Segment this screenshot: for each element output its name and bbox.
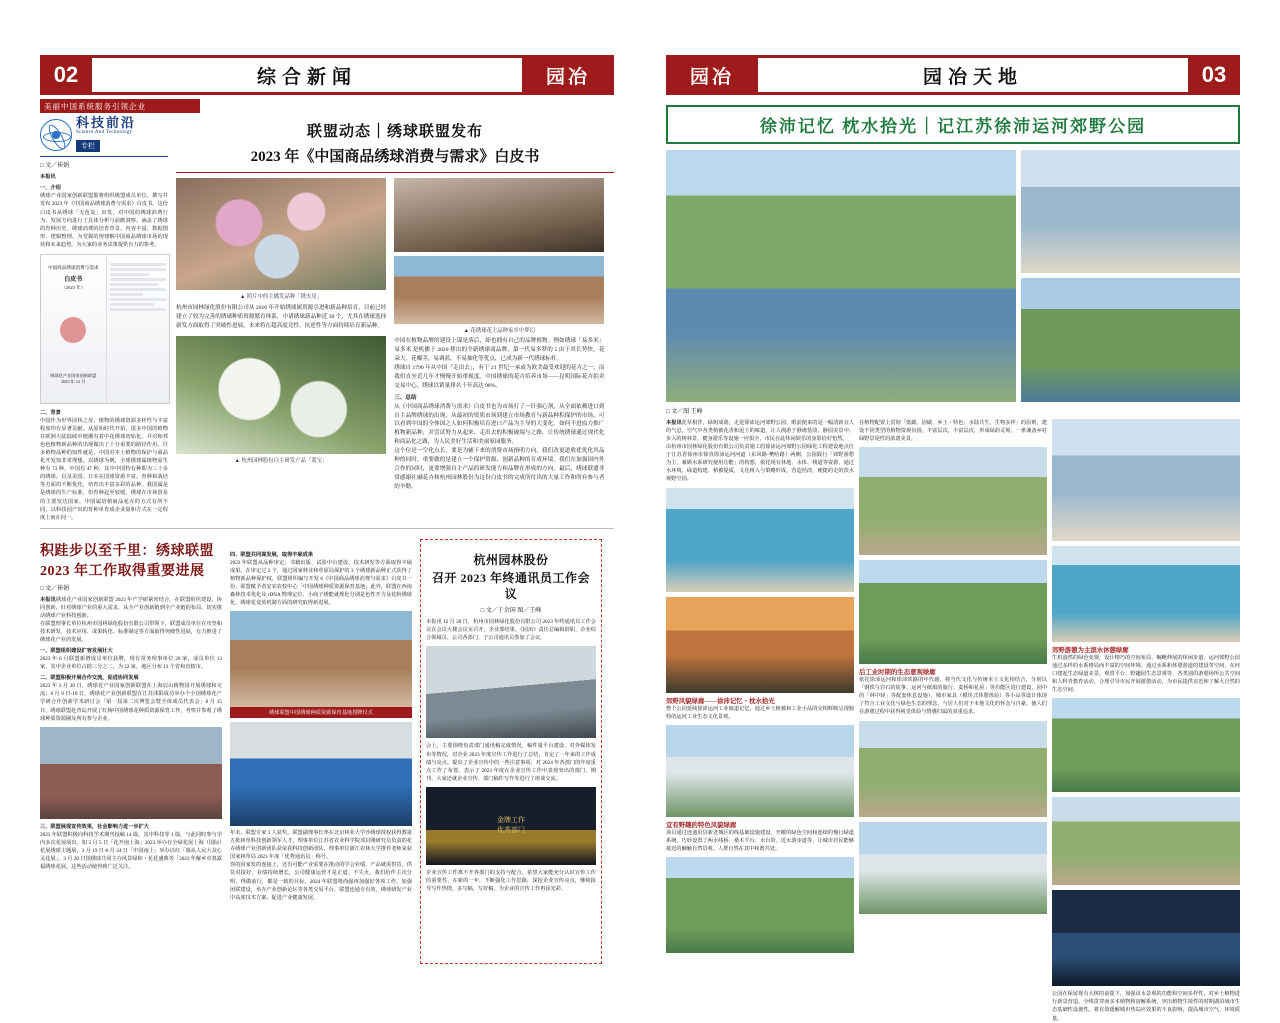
- bottom-left-h1: 一、联盟组织建设扩容发展壮大: [40, 648, 113, 655]
- photo-awards-stage: 金牌工作 优秀部门: [426, 787, 596, 865]
- left-col-2-3: [176, 113, 614, 522]
- photo-hydrangea-varieties: [230, 611, 412, 707]
- science-column-title: 科技前沿: [76, 115, 137, 130]
- photo-colorful-arch: [1052, 419, 1240, 541]
- bottom-left-byline: □ 文／崔娟: [40, 585, 70, 592]
- right-masthead-logo: 园冶: [666, 58, 758, 92]
- right-t1: 整个公园延续徐沛运河工业廊道记忆，通过乡土植被和工业小品的交相辉映呈现独特的运河工业生态文化景观。: [666, 705, 854, 720]
- bottom-left-source: 本报讯: [40, 596, 56, 603]
- headline-rule: [176, 172, 614, 173]
- boxed-p1: 会上，主要围绕负责部门通讯稿完成情况、稿件量平台建设、对外媒体发布等情况，对企业 2023 年度宣传工作进行了总结，肯定了一年来的工作成绩与亮点。提出了企业宣传中的一些注意事项；对 2024 年各部门的年度重点工作了布置。表示了 2023 年度在企业宣传工作中表现突出的部门、期刊，大家还就企业宣传、部门稿件写作等进行了座谈交流。: [426, 743, 596, 782]
- source-label: 本报讯: [40, 174, 56, 181]
- hero-photo-row: [666, 150, 1240, 402]
- left-col-2: [176, 178, 386, 492]
- right-source: 本报讯: [666, 420, 682, 426]
- subhead-1: 郊野风貌绿廊——徐沛记忆・枕水拾光: [666, 697, 775, 705]
- photo-lake-view: [1052, 698, 1240, 792]
- bottom-left-b2: 2023 年 3 月 30 日，绣球花产业国家创新联盟在上海辰山植物园开展绣球和交流；6 月 9 日-10 日，绣球花产业创新联盟在江苏沭阳成功举办个全国绣球花产学研合作创新学术研讨会「第一届第二次博览会暨全体成员代表会」8 月 15 日，绣球联盟赴青岛开展了红梅中国绣球花种质资源保育工作，考察并参观了绣球种质资源圃及所有参与企业。: [40, 683, 222, 722]
- section3-title: 三、总结: [394, 394, 417, 401]
- photo-waterfront-path: [666, 488, 854, 592]
- photo-stone-path: [859, 447, 1047, 555]
- bottom-mid-p3: 你的因家发的连接上，还有可能产业需要在推动的学会业绩，产品就需供货，供货对接好，业绩持续增长，公司健康运营才是正道。不失火，我们给作主次分明，得做前行，都是一致的目标，2024 年联盟将尚强再加强好各项工作，加强团联建设，举办产业创新论坛等各类交易平台，联盟连通专有效，绣球研发产业中高度技术方案，促进产业健康发展。: [230, 862, 412, 901]
- bottom-left-h2: 二、联盟积极开展合作交流，促进协同发展: [40, 675, 139, 682]
- right-page: [640, 0, 1280, 1022]
- subhead-3: 后工业时期的生态意观绿廊: [859, 669, 936, 677]
- photo-caption-2: ▲ 杭州园林股份白主研发产品「蓝宝」: [234, 457, 328, 464]
- bottom-left-title: 积跬步以至千里：绣球联盟 2023 年工作取得重要进展: [40, 543, 214, 579]
- photo-flower-market: [176, 178, 386, 290]
- photo-exhibition-hall: [394, 178, 604, 252]
- byline-top: □ 文／崔娟: [40, 163, 70, 170]
- boxed-p2: 企业宣传工作离不开各部门的支持与配合，希望大家能充分认识宣传工作的重要性，在新的一年，不断强化工作思路，深挖企业宣传亮点，继续报导写作热情，多写稿，写好稿，为企业的宣传工作再添光彩。: [426, 869, 596, 892]
- photo-group-conference: [40, 727, 222, 819]
- photo-white-bridge: [859, 822, 1047, 914]
- right-page-title: 园冶天地: [922, 66, 1023, 88]
- right-page-number: 03: [1188, 58, 1240, 92]
- science-column-title-en: Science And Technology: [76, 130, 133, 136]
- right-t2: 项目通过连通沿县新老城区的线基础设施建设，开敞的绿色空间和连续的慢行绿道系统，巧妙设置了两水线桥、桑木平台、水台阶、近水游步道等，让城市居民能够接近的触触自然景观。人群自然在其中和谐共处。: [666, 829, 854, 852]
- photo-caption-1: ▲ 照片中的主播发品种「绣火星」: [240, 294, 323, 300]
- bottom-left-b1: 2023 年 6 月联盟新增成员单位获牌，现有常务理事单位 20 家，成员单位 13 家，其中企业单位占据三分之二，为 22 家，地区分布 13 个省和直辖市。: [40, 656, 222, 671]
- right-t3: 生机盎然的绿色变观，设计精巧的空间布局，蜿蜒伸展的休闲步道、运河郊野公园通过多样的水系格局而丰富的空间环境。通过水系和休憩游道的建设等空间，在河口建起生态绿道美景。观赏平台、野趣园生态景观等，各类别的游憩场所公共空间和人科青教育活动，合理引导市民开展游憩活动，为市民提供亲近和了解大自然的生态空间。: [1052, 655, 1240, 694]
- atom-icon: [40, 119, 72, 151]
- left-col-1: [40, 113, 168, 522]
- photo-display-garden: [394, 256, 604, 324]
- feature-banner-text: 徐沛记忆 枕水拾光｜记江苏徐沛运河郊野公园: [759, 117, 1147, 136]
- subhead-2: 宜有野趣的特色风貌绿廊: [666, 821, 737, 829]
- column-banner: 美丽中国系统服务引领企业: [40, 99, 200, 113]
- boxed-article: [420, 539, 602, 964]
- bottom-left-p1: 在联盟理事长单位杭州市园林绿化股份有限公司带领下，联盟成员单位在攻坚和技术研发、技术应用、成果转化、标准制定等方面取得突破性进展，有力推进了绣球花产业的发展。: [40, 620, 222, 644]
- boxed-title-2: 召开 2023 年终通讯员工作会议: [431, 570, 590, 602]
- photo-caption-award: 绣球联盟中国绣球种质资源保育基地授牌仪式: [230, 707, 412, 718]
- right-p1: 花草相伴，绿树成荫，走进徐沛运河郊野公园，眼前便来的是一幅清新宜人的气息，空气中各类植被花香和泥土的味道，让人漫游于静谧恬淡、静园美景中；步入的树林景，健身游乐等设施一应俱全，市民在此休闲娱乐的身影恰好怡然。: [666, 420, 854, 443]
- headline-line-2: 2023 年《中国商品绣球消费与需求》白皮书: [250, 149, 540, 165]
- photo-boardwalk: [1052, 797, 1240, 885]
- photo-water-play: [1052, 546, 1240, 642]
- right-col-c: [1052, 419, 1240, 1023]
- mid-paragraph-3: 绣球自 1790 年从中国「走出去」，有于 21 世纪一承或为欧美最受欢迎的花卉之一，而我们直至近几年才慢慢开始重视度。中国绣球的花卉培养市场——昆明国际花卉拍卖交易中心，绣球以销量排名十年高达 98%。: [394, 364, 605, 389]
- photo-stepping-stones: [859, 721, 1047, 817]
- bottom-article-left: [40, 533, 222, 964]
- photo-river-bridge: [666, 725, 854, 817]
- headline-line-1: 联盟动态｜绣球联盟发布: [306, 124, 483, 140]
- photo-night-skyline: [1052, 890, 1240, 986]
- feature-banner: [666, 105, 1240, 144]
- photo-sunset-bridge: [666, 597, 854, 693]
- boxed-title-1: 杭州园林股份: [473, 552, 549, 567]
- bottom-article-mid: [230, 533, 412, 964]
- right-p2: 由杭州市园林绿化股份有限公司负责施工的徐沛运河郊野公园绿化工程建设地点位于江苏省徐州市徐直徐沛运河河道（东风路-樊哈路）两侧，公园践行「郊野游憩为主，兼顾水系研究使用功能」的构想，依托现有林地、水体、栈道等资源，通过水环境、绿道构建、植被提质，文化植入与策略形成，营造恬淡、便捷的走的淡水观野空园。: [666, 444, 854, 483]
- section1-title: 一、介绍: [40, 185, 61, 192]
- bottom-mid-b4: 2023 年联盟从品种审定、书籍出版、试验中台建设、技术研发等方面取得丰硕成果。在审定过 2 个，通过国家林业和草原局保护的 3 个绣球新品种正式获得了植物新品种保护权，联盟组织编写开发 6《中国商品绣球消费与需求》白皮书一份。联盟赋予者安农农校中心「中国绣球种质资源保育基地」此外，联盟在西南森林技术优化及 rDNA 物理定位，小商子绣能就规化分别是色性开力及花粉绣球化、绣球花变蓝机制方面的研究取得新进展。: [230, 559, 412, 607]
- whitepaper-cover-photo: 中国商品绣球消费与需求 白皮书 （2023 年） 绣球花产业国家创新联盟 2023 年 12 月: [40, 254, 170, 404]
- bottom-left-lead: 绣球花产业国家创新联盟 2023 年产学研紧密结合，在联盟组织建设、协同创新、针对绣球产业的重大需求，从全产业创新链到全产业链的布局，切实推动绣球产业科技创新。: [40, 596, 222, 619]
- right-three-col: [666, 419, 1240, 1023]
- photo-playground: [1021, 278, 1240, 402]
- bottom-left-h3: 三、联盟展现宣传效果，社会影响力进一步扩大: [40, 823, 149, 830]
- right-col-b: [859, 419, 1047, 1023]
- photo-hydrangea-white: [176, 336, 386, 454]
- photo-caption-4: ▲ 花绣球花主品种家乡中梦幻: [463, 328, 536, 334]
- right-byline: □ 文／图 王峰: [666, 409, 703, 415]
- section1-body: 绣球产业国家创新联盟即将组织级盟成员单位，撰写并发布 2023 年《中国商品绣球消费与需求》白皮书。这份白皮书从绣球「无苞复」出发，对中国的绣球消费行为、发展方向进行了具体分析与前瞻洞察。涵盖了绣球的育种历史、绣球消费的培育背景、内容丰富、数据图形、逻辑整理。为堂握的规律解中国商品绣球市场的现状和未来趋势，为大家的业务决策提供有力的参考。: [40, 193, 168, 248]
- boxed-byline: □ 文／于余国 图／王峰: [480, 608, 542, 615]
- science-column-header: [40, 116, 168, 157]
- photo-lawn-riverbank: [666, 857, 854, 953]
- science-column-badge: 专栏: [76, 140, 100, 152]
- left-masthead-logo: 园冶: [522, 58, 614, 92]
- photo-plaza-greenery: [859, 560, 1047, 664]
- right-masthead: [666, 55, 1240, 95]
- photo-aerial-park: [666, 150, 1016, 402]
- photo-pavilion-structure: [1021, 150, 1240, 273]
- right-t4: 依托徐沛运河和徐沛铁路的年代感，将当代文化与传统本土文化相结合，分别以「钢铁与岩石的故事、运河与纸船的旅行、麦桥和花屋」等功能区进行建设，园中的「林中驿」等配套休息设施），城市家具（模块式休憩体验）等小品等设计体现了符合工业文化与绿色生态的理念，与居人们对于本地文化的怀念与自豪，使人们在游憩过程中获得视觉体验与情感归属的双重追求。: [859, 677, 1047, 716]
- mid-paragraph-2: 中国在植物品牌的建设上谋是落后，却也拥有自己的品牌植物。例如绣球「易多米」易多米 是机播于 2020 排出的全新绣球商品牌，第一代易多梦的 5 由于其长势快，花朵大，花瓣茎，易调蓝，不易抽化等优点，已成为新一代绣球标杆。: [394, 338, 605, 362]
- mid-paragraph-1: 杭州市园林绿化股份有限公司从 2016 年开始绣球属资源引进和新品种培育，目前已经建立了较为完善的绣球种质资源繁育体系，中诸绣球新品种近 30 个，尤其在绣球选择新发方面取得了突破性进展，未来将在超高度竞性、抗逆性等方面持续培育新品种。: [176, 305, 387, 329]
- left-page: [0, 0, 640, 1000]
- right-col-a: [666, 419, 854, 1023]
- left-col-3: [394, 178, 604, 492]
- section2-body: 中国作为世界园林之母，植物的绣球资源多样性与丰富程度均有显著贡献。从原始时代开始，很多中国的植物在欧洲大陆陆续中便潮有着中花绣球初始化，并对和邦色色植物新品种的出现做出了十分重要的路径作用。许多植物品种的知性就是，中国对本土植物的保护与商品化开发知非常理想。以绣球为例，全球绣球属植物原生种有 73 种，中国有 47 种，其中中国特有种即为三十多的绣球，以及美国、日本在国球资源丰富。育种和栽培等方面的不断优化，培育出丰富多彩的品种。我国属是是绣球的生产标准，但育种起至较缓，绣球在市场贸易的主要发达国家。中国属培植商品花卉的方式有所不同，以科技园产出的育种单育成企业量和方式在一定程度上而在同一。: [40, 417, 168, 521]
- right-t5: 公园在保留现有大树的前提下，加强该水景观的功能和空间多样性，对乡土植物进行新景营造，全线贯穿而多本植物和溶解系统，突出植物生境性的时期湖泊域市生态基础性设施性。将有效缓解城市热岛应效果的不良影响，提高城市空气、环境质量。: [1052, 991, 1240, 1022]
- section3-body-2: 这个位是一空化点长，要是为辅下来的消费市场指明方向。我们改更道收优优化其品种的同时，重要做的是建立一个保护资源、创新品种的育成环境。我们在加强国内外合作的同时，更要增强自主产品的研发能力和品牌在形成的方向。最后，绣球联盟非常感谢社融花卉和杭州园林股份为这份白皮书的完成所付出的大量工作和所有参与者的辛勤。: [394, 448, 605, 490]
- bottom-article-right: [420, 533, 602, 964]
- boxed-lead: 本报讯 12 月 20 日，杭州市园林绿化股份有限公司 2023 年终通讯员工作会议在会议大楼会议室召开。企业部结果、《园冶》责任总编辑辞职，企业综合领域员、公司各部门、子公司通讯员参加了会议。: [426, 619, 596, 642]
- bottom-mid-p2: 年末，联盟专家 3 人获奖。联盟副理事长率在北京林业大学沙绣球授权获得教第五批林草科技创新领军人才，理事单位江苏省农业科学院邓启刚研究员负责的花卉绣球产业创新团队获荣获科技创新团队，理事单位浙江农林大学推荐老师荣获国家林草局 2023 年度「优秀通讯员」称号。: [230, 830, 412, 861]
- left-page-number: 02: [40, 58, 92, 92]
- right-p3: 在植物配置上贯彻「低碳、固碳、乡土・特色、水陆共生、生物多样」的原则，建设不同类型的植物资观氛围，丰富层次，丰富层次，形成绿韵灵境、一条兼备乡村绿野景堤性的浓荫美景。: [859, 420, 1047, 443]
- bottom-left-b3: 2023 年联盟积极向科技学术期刊投稿 14 篇，其中科技等 1 篇，与此同时参与学内多次花展展出，如 5 月 5 日「花开南上海」2023 举办在全绿花展上海（国际）花展绣球主题展，3 月 19 日-6 月 24 日「中国南上」举办以红「幕从人民大众心灵花展」，3 月 20 日国绣球共同主办风景绿和・花花盛典等「2023 年解乡市墓露福绣球花展。这些活动使得到广泛关注。: [40, 831, 222, 870]
- left-page-title: 综合新闻: [256, 66, 357, 88]
- section2-title: 二、背景: [40, 409, 61, 416]
- section3-body: 从《中国商品绣球消费与需求》白皮书也为市场打了一针强心剂，从全面依赖进口到自主品牌绣球的出现，从最初的资质市场到建立市场教育与新品种积保护的市场，可以看到中国的全体国之人如何积极培育进口产品为主导的大变化。如何不进血力推广植物新品种，并尝试努力从起来、走出去的积极破端与之路，让传统绣球通过现代化和商品化之路，为人民美好生活和美丽家园服务。: [394, 403, 605, 446]
- left-masthead: [40, 55, 614, 95]
- photo-meeting-room: [426, 646, 596, 738]
- subhead-4: 郊野游憩为主滨水休憩绿廊: [1052, 647, 1129, 654]
- left-bottom-section: [40, 528, 614, 964]
- photo-award-ceremony: [230, 722, 412, 826]
- bottom-mid-h4: 四、联盟共同谋发展，取得丰硕成果: [230, 551, 314, 558]
